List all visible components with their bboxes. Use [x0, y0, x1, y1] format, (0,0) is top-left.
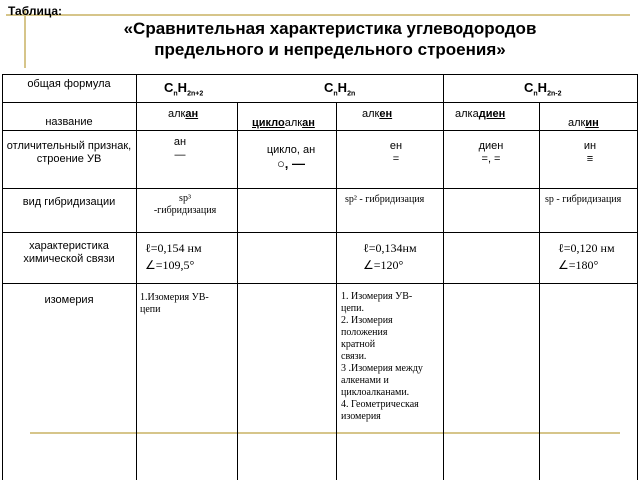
hybrid-sp3: [140, 193, 230, 217]
feature-alkene: [366, 140, 426, 166]
isomerism-alkene: [341, 291, 443, 423]
feature-cyclo: [246, 144, 336, 170]
isomerism-alkene-line: кратной: [341, 339, 376, 350]
formula-alkanes-sub: 2n+2: [187, 90, 204, 98]
bond-alkene-length: ℓ=0,134нм: [363, 241, 417, 255]
bond-alkane-angle: ∠=109,5°: [145, 258, 195, 272]
feature-cyclo-text: цикло, ан: [266, 144, 316, 156]
row-header-distinct-feature: [4, 140, 134, 166]
name-alkyne-prefix: алк: [568, 117, 586, 129]
table-border-right: [637, 74, 638, 480]
formula-alkanes-h: H: [177, 80, 188, 95]
row-header-general-formula: общая формула: [27, 78, 111, 90]
hybrid-sp3-line2: -гибридизация: [153, 205, 217, 216]
name-alkadiene-prefix: алка: [455, 108, 479, 120]
name-alkene-prefix: алк: [362, 108, 380, 120]
name-alkane-prefix: алк: [168, 108, 186, 120]
isomerism-alkane-line1: 1.Изомерия УВ-: [140, 292, 209, 303]
distinct-feature-text: отличительный признак, строение УВ: [6, 140, 132, 165]
name-cycloalkane-mid: алк: [284, 117, 303, 129]
isomerism-alkane-line2: цепи: [140, 304, 161, 315]
hybrid-sp2: sp² - гибридизация: [345, 194, 425, 205]
isomerism-alkene-line: 1. Изомерия УВ-: [341, 291, 413, 302]
bond-alkene-angle: ∠=120°: [363, 258, 404, 272]
isomerism-alkene-line: 4. Геометрическая: [341, 399, 419, 410]
feature-diene-text: диен: [478, 140, 504, 152]
feature-alkane-text: ан: [173, 136, 187, 148]
title-line-1: «Сравнительная характеристика углеводородов: [123, 19, 537, 38]
isomerism-alkene-line: циклоалканами.: [341, 387, 410, 398]
formula-alkenes: [324, 80, 355, 98]
top-decor-line: [6, 14, 630, 16]
hybrid-sp3-line1: sp³: [179, 193, 191, 204]
feature-alkene-symbol: =: [392, 153, 400, 165]
row-header-name: название: [45, 116, 93, 128]
row-line-2: [2, 130, 637, 131]
bond-alkene: [363, 240, 417, 274]
feature-cyclo-symbols: ○, —: [276, 156, 306, 171]
col-line-1: [136, 74, 137, 480]
formula-alkanes: [164, 80, 203, 98]
page-title: [60, 18, 600, 60]
row-line-4: [2, 232, 637, 233]
feature-diene: [456, 140, 526, 166]
bond-alkyne-angle: ∠=180°: [558, 258, 599, 272]
isomerism-alkene-line: 3 .Изомерия между: [341, 363, 423, 374]
formula-alkanes-c: C: [164, 80, 174, 95]
formula-alkanes-n: n: [173, 90, 178, 98]
bond-alkyne: [558, 240, 615, 274]
row-line-1b: [136, 102, 637, 103]
bond-alkane: [145, 240, 202, 274]
isomerism-alkene-line: алкенами и: [341, 375, 389, 386]
col-line-5: [539, 102, 540, 480]
name-cycloalkane-prefix: цикло: [252, 117, 285, 129]
formula-alkynes-c: C: [524, 80, 534, 95]
isomerism-alkene-line: изомерия: [341, 411, 381, 422]
feature-alkyne-text: ин: [583, 140, 597, 152]
row-header-hybridization: вид гибридизации: [22, 196, 116, 208]
formula-alkenes-h: H: [337, 80, 348, 95]
isomerism-alkene-line: 2. Изомерия: [341, 315, 393, 326]
bond-alkane-length: ℓ=0,154 нм: [145, 241, 202, 255]
name-alkyne-suffix: ин: [585, 117, 599, 129]
isomerism-alkene-line: цепи.: [341, 303, 364, 314]
name-cycloalkane-suffix: ан: [302, 117, 315, 129]
feature-alkyne: [560, 140, 620, 166]
hybrid-sp: sp - гибридизация: [545, 194, 622, 205]
isomerism-alkene-line: связи.: [341, 351, 367, 362]
feature-diene-symbol: =, =: [481, 153, 501, 165]
formula-alkynes-n: n: [533, 90, 538, 98]
name-alkene-suffix: ен: [379, 108, 393, 120]
row-header-bond: характеристика химической связи: [23, 240, 115, 265]
feature-alkane: [150, 136, 210, 162]
bond-alkyne-length: ℓ=0,120 нм: [558, 241, 615, 255]
col-line-3: [336, 102, 337, 480]
name-alkadiene-suffix: диен: [478, 108, 506, 120]
name-alkene: [362, 108, 392, 121]
name-alkadiene: [455, 108, 505, 121]
isomerism-alkane: [140, 292, 209, 316]
formula-alkynes-h: H: [537, 80, 548, 95]
row-header-isomerism: изомерия: [44, 294, 94, 306]
name-alkyne: [568, 117, 599, 130]
col-line-2: [237, 102, 238, 480]
feature-alkane-symbol: —: [174, 149, 186, 161]
row-line-1: [2, 102, 136, 103]
formula-alkenes-sub: 2n: [347, 90, 356, 98]
isomerism-alkene-line: положения: [341, 327, 388, 338]
feature-alkene-text: ен: [389, 140, 403, 152]
feature-alkyne-symbol: ≡: [586, 153, 594, 165]
formula-alkynes: [524, 80, 561, 98]
name-cycloalkane: [252, 117, 315, 130]
table-caption: Таблица:: [8, 4, 63, 18]
row-line-3: [2, 188, 637, 189]
col-line-4: [443, 74, 444, 480]
formula-alkenes-c: C: [324, 80, 334, 95]
left-decor-line: [24, 10, 26, 68]
table-border-top: [2, 74, 638, 75]
title-line-2: предельного и непредельного строения»: [154, 40, 506, 59]
name-alkane: [168, 108, 198, 121]
formula-alkenes-n: n: [333, 90, 338, 98]
name-alkane-suffix: ан: [185, 108, 199, 120]
bottom-decor-line: [30, 432, 620, 434]
row-line-5: [2, 283, 637, 284]
table-border-left: [2, 74, 3, 480]
formula-alkynes-sub: 2n-2: [547, 90, 562, 98]
